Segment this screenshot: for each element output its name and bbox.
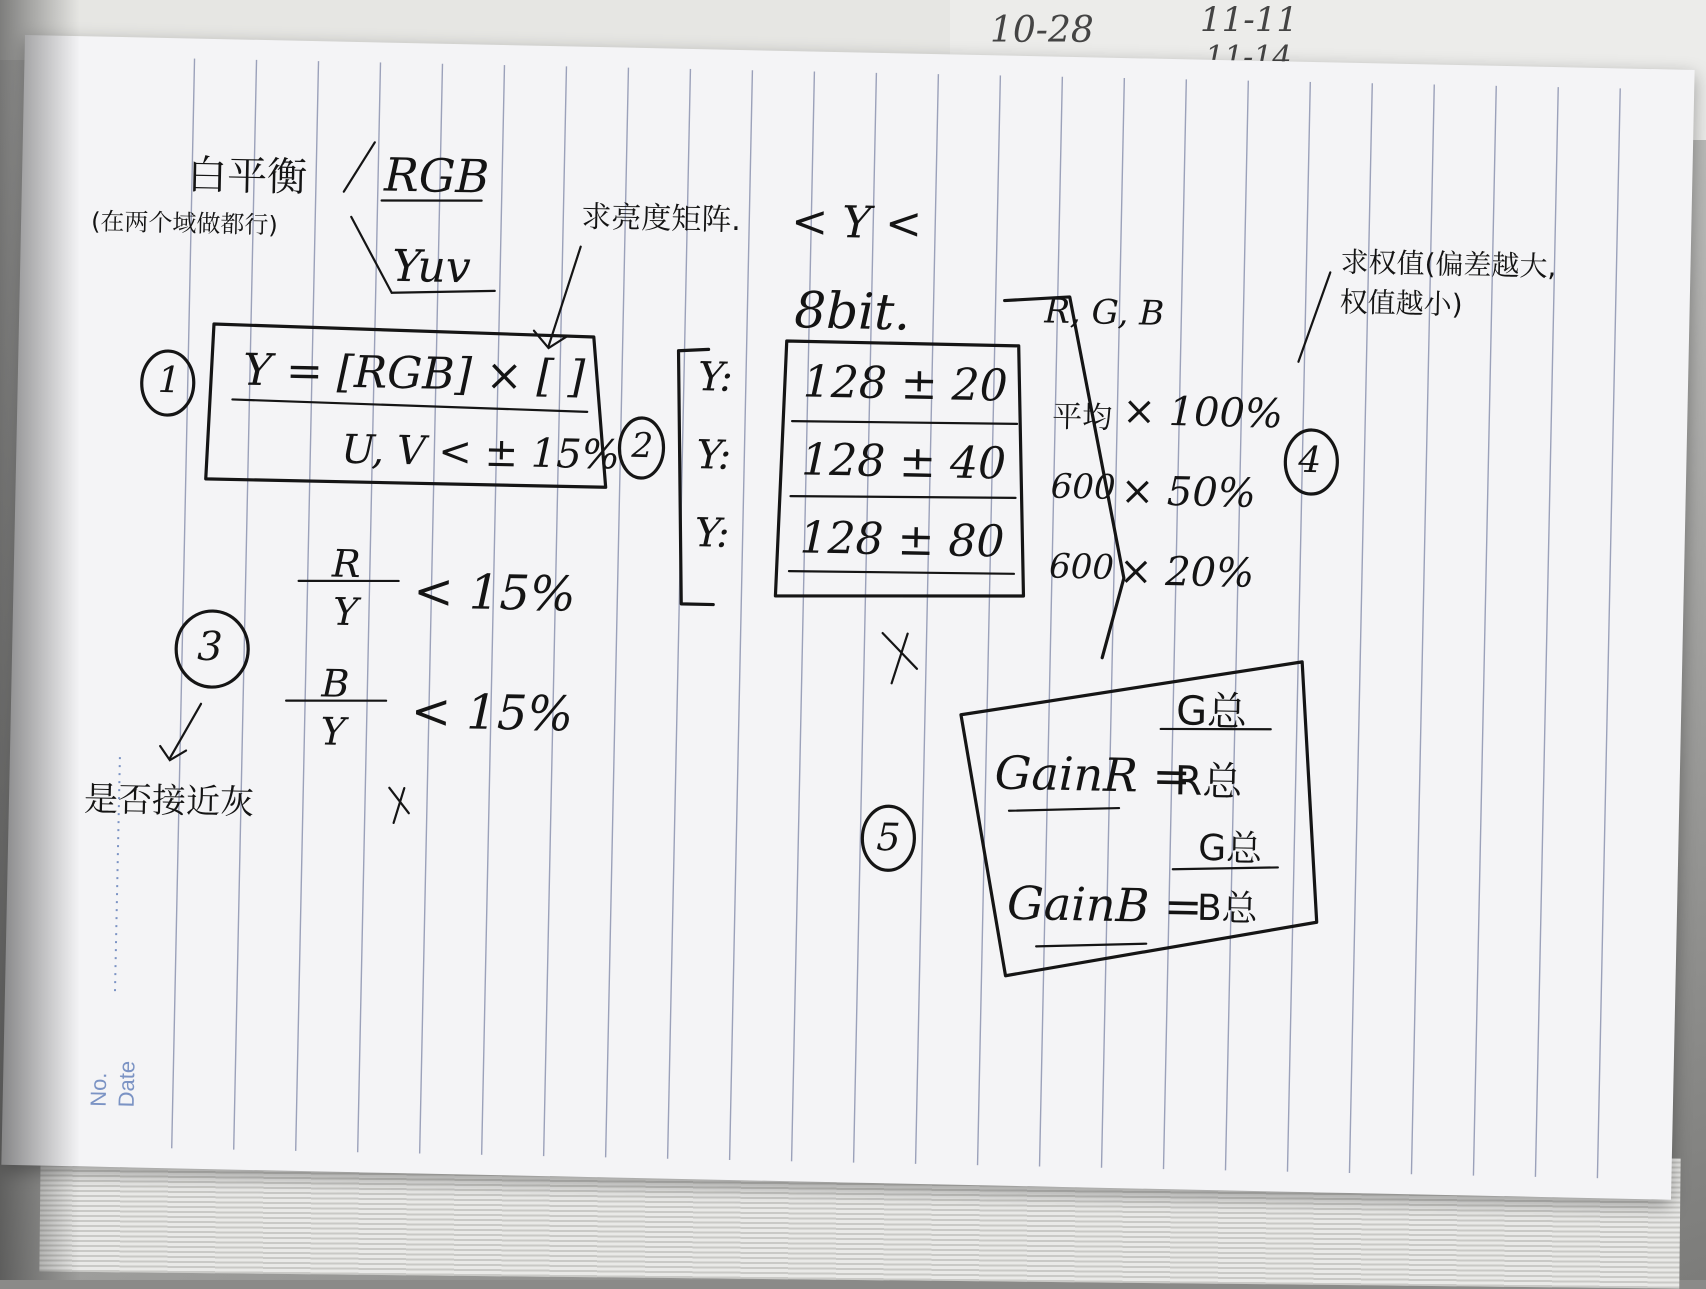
weight-value: 600 [1048,546,1115,588]
weight-value: 平均 [1051,399,1113,436]
date-scribble-1: 10-28 [990,10,1094,51]
row-label: Y: [694,510,731,557]
gain-b-numerator: G总 [1197,827,1263,871]
step1-marker: 1 [157,359,182,402]
date-scribble-2: 11-11 [1200,0,1299,40]
row-label: Y: [695,432,732,479]
no-label: No. [85,1072,112,1108]
white-balance-title: 白平衡 [186,152,308,201]
domain-rgb: RGB [383,147,490,204]
weight-note: 求权值(偏差越大,权值越小) [1339,245,1557,322]
bit-depth: 8bit. [793,281,911,342]
row-range: 128 ± 40 [800,434,1007,490]
notebook-page [1,35,1694,1200]
gain-r-denominator: R总 [1174,758,1243,806]
ratio-b-numerator: B [321,661,350,706]
gain-b-label: GainB = [1006,875,1204,934]
title-note: (在两个域做都行) [90,207,279,240]
weight-value: 600 [1050,466,1117,508]
ratio-b-denominator: Y [320,709,347,754]
ratio-b-limit: < 15% [410,683,574,743]
gray-check-note: 是否接近灰 [83,779,255,823]
gain-r-label: GainR = [994,745,1192,804]
gain-b-denominator: B总 [1196,887,1259,931]
weight-factor: × 100% [1121,388,1284,438]
step2-marker: 2 [631,425,654,467]
step4-marker: 4 [1297,439,1322,482]
step5-marker: 5 [875,815,902,860]
y-range: < Y < [790,196,923,250]
row-range: 128 ± 20 [802,356,1009,412]
brightness-note: 求亮度矩阵. [580,199,742,239]
domain-yuv: Yuv [391,240,472,294]
row-range: 128 ± 80 [799,512,1005,568]
step2-table [694,354,1029,591]
row-label: Y: [697,354,734,401]
step4-channels: R, G, B [1044,291,1165,334]
weight-factor: × 50% [1120,468,1257,517]
ratio-r-denominator: Y [332,589,359,635]
ratio-r-numerator: R [331,541,362,587]
ratio-r-limit: < 15% [412,563,577,623]
step1-formula-y: Y = [RGB] × [ ] [242,344,586,403]
step1-formula-uv: U, V < ± 15% [340,426,621,479]
step4-weights [1048,387,1313,632]
hand-shadow [0,0,80,1280]
gain-r-numerator: G总 [1175,688,1248,736]
date-label: Date [113,1060,140,1108]
weight-factor: × 20% [1118,548,1255,597]
step3-marker: 3 [196,623,224,671]
date-scribble-3: 11-14 [1205,40,1292,75]
no-date-label [85,1060,142,1108]
